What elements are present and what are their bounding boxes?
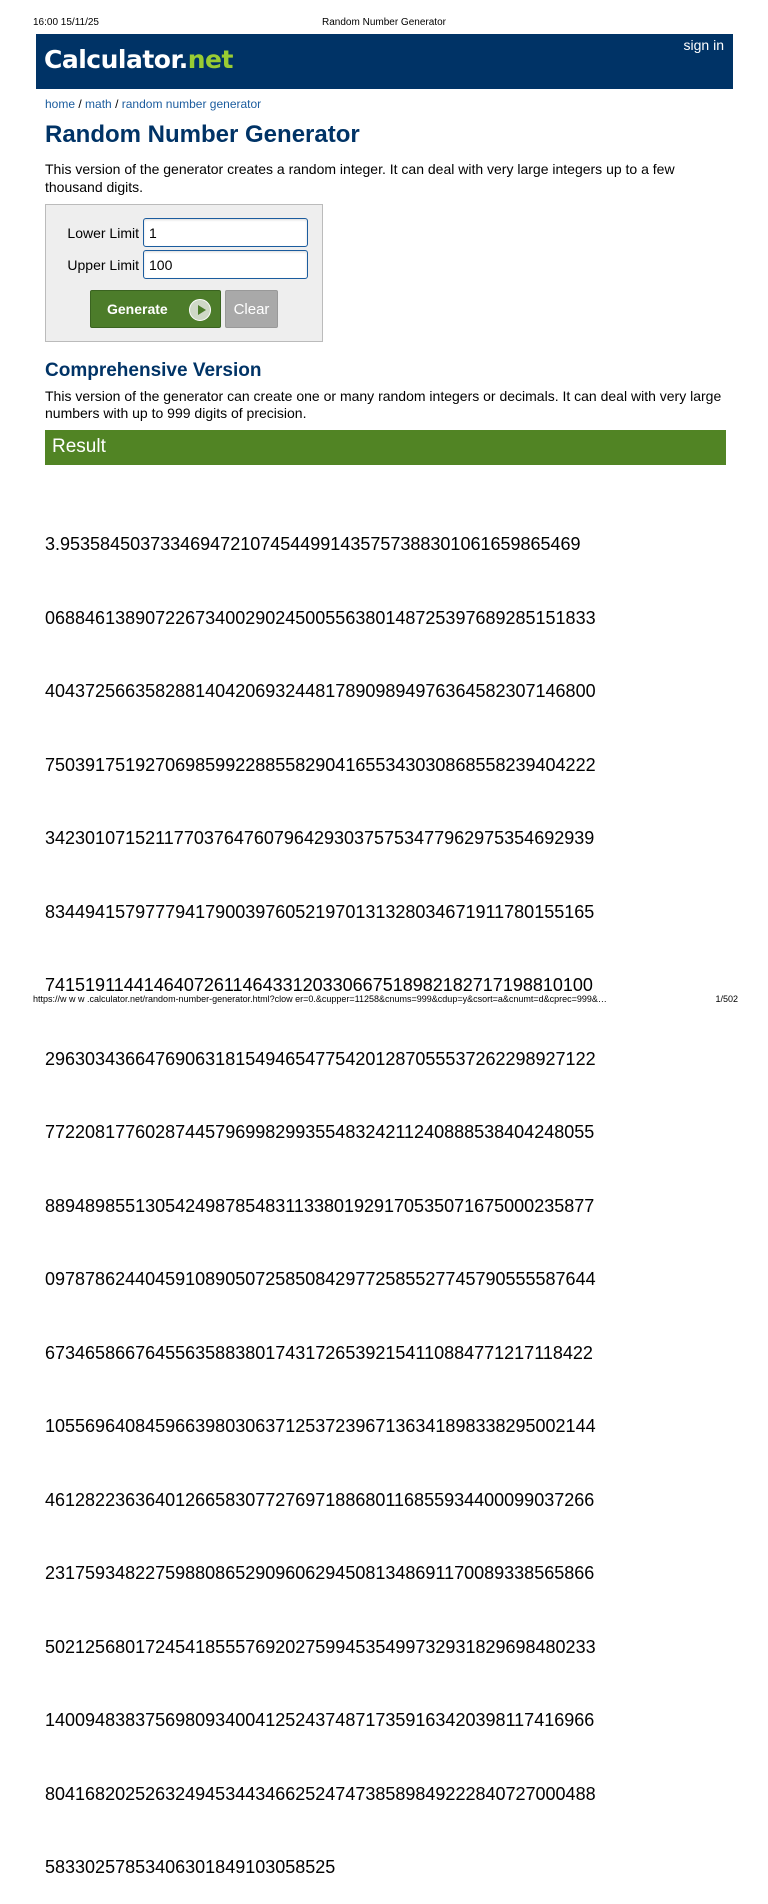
site-logo[interactable] bbox=[44, 44, 233, 76]
breadcrumb-current[interactable]: random number generator bbox=[121, 97, 262, 111]
sign-in-link[interactable]: sign in bbox=[683, 37, 724, 53]
breadcrumb-home[interactable]: home bbox=[45, 97, 76, 111]
generate-label: Generate bbox=[107, 301, 168, 317]
result-line: 3423010715211770376476079642930375753477962975354692939 bbox=[45, 828, 595, 848]
intro-text: This version of the generator creates a random integer. It can deal with very large integers up to a few thousand digits. bbox=[45, 161, 675, 195]
result-line: 8041682025263249453443466252474738589849222840727000488 bbox=[45, 1783, 596, 1804]
lower-limit-input[interactable] bbox=[143, 218, 308, 247]
result-number bbox=[45, 483, 735, 1904]
logo-net: net bbox=[187, 45, 233, 74]
print-url: https://w w w .calculator.net/random-number-generator.html?clow er=0.&cupper=11258&cnums=999&cdup=y&csort=a&cnumt=d&cprec=999&… bbox=[33, 994, 607, 1004]
result-line: 7722081776028744579699829935548324211240888538404248055 bbox=[45, 1122, 595, 1142]
logo-text: Calculator bbox=[44, 45, 179, 74]
print-title: Random Number Generator bbox=[322, 17, 446, 28]
result-line: 5021256801724541855576920275994535499732931829698480233 bbox=[45, 1636, 596, 1657]
breadcrumb-separator: / bbox=[75, 97, 86, 111]
result-line: 7503917519270698599228855829041655343030868558239404222 bbox=[45, 754, 596, 775]
print-datetime: 16:00 15/11/25 bbox=[33, 17, 99, 28]
result-line: 8894898551305424987854831133801929170535071675000235877 bbox=[45, 1195, 595, 1216]
result-line: 0978786244045910890507258508429772585527745790555587644 bbox=[45, 1269, 596, 1289]
print-page-number: 1/502 bbox=[715, 994, 738, 1004]
result-line: 58330257853406301849103058525 bbox=[45, 1857, 336, 1877]
result-line: 6734658667645563588380174317265392154110884771217118422 bbox=[45, 1342, 593, 1363]
upper-limit-row bbox=[46, 250, 322, 280]
result-line: 8344941579777941790039760521970131328034671911780155165 bbox=[45, 901, 595, 922]
comprehensive-version-link[interactable]: Comprehensive Version bbox=[45, 360, 262, 381]
clear-button[interactable]: Clear bbox=[225, 290, 278, 328]
generate-button[interactable] bbox=[90, 290, 221, 328]
lower-limit-row bbox=[46, 218, 322, 248]
page-title: Random Number Generator bbox=[45, 121, 360, 148]
upper-limit-input[interactable] bbox=[143, 250, 308, 279]
upper-limit-label: Upper Limit bbox=[67, 257, 139, 273]
result-header: Result bbox=[45, 430, 726, 465]
result-line: 4612822363640126658307727697188680116855934400099037266 bbox=[45, 1489, 595, 1510]
play-icon bbox=[189, 299, 211, 321]
result-line: 3.9535845037334694721074544991435757388301061659865469 bbox=[45, 534, 581, 554]
result-line: 0688461389072267340029024500556380148725397689285151833 bbox=[45, 607, 596, 628]
breadcrumb bbox=[45, 97, 261, 111]
result-line: 4043725663582881404206932448178909894976364582307146800 bbox=[45, 681, 596, 701]
result-line: 2963034366476906318154946547754201287055537262298927122 bbox=[45, 1048, 596, 1069]
result-line: 2317593482275988086529096062945081348691170089338565866 bbox=[45, 1563, 595, 1583]
comprehensive-description: This version of the generator can create one or many random integers or decimals. It can deal with very large numbers with up to 999 digits of precision. bbox=[45, 388, 722, 421]
lower-limit-label: Lower Limit bbox=[67, 225, 139, 241]
result-line: 1400948383756980934004125243748717359163420398117416966 bbox=[45, 1710, 595, 1730]
print-header bbox=[0, 17, 768, 31]
result-line: 1055696408459663980306371253723967136341898338295002144 bbox=[45, 1416, 596, 1436]
generator-form bbox=[45, 204, 323, 342]
site-header bbox=[36, 34, 733, 89]
logo-dot: . bbox=[178, 45, 188, 74]
breadcrumb-math[interactable]: math bbox=[85, 97, 112, 111]
result-line: 7415191144146407261146433120330667518982182717198810100 bbox=[45, 975, 593, 995]
breadcrumb-separator: / bbox=[111, 97, 122, 111]
